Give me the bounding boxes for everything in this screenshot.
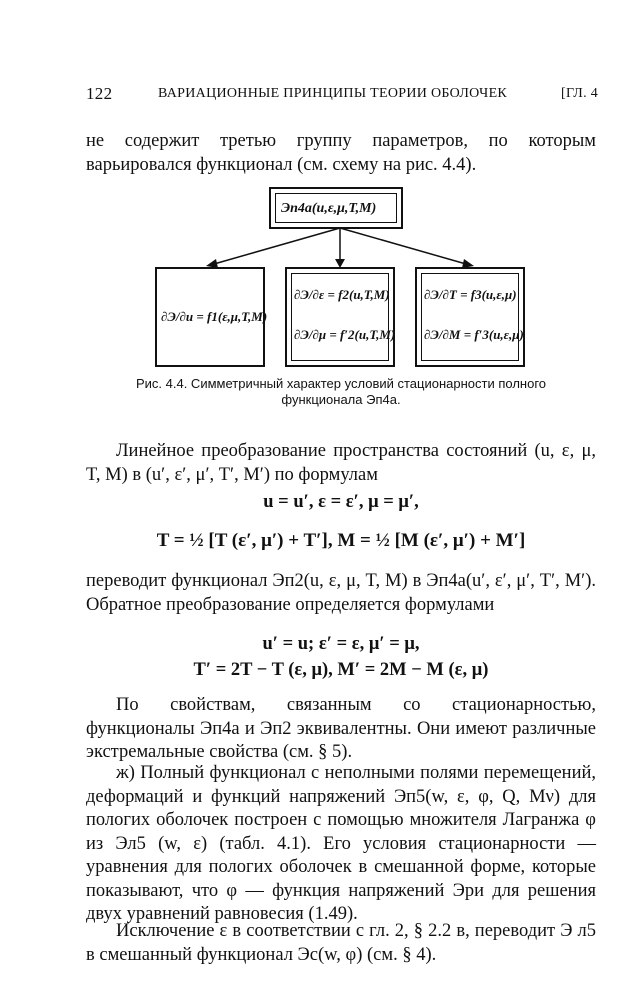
derivative-t-label: ∂Э/∂T = f3(u,ε,μ) bbox=[424, 287, 517, 302]
caption-line-2: функционала Эп4а. bbox=[281, 392, 401, 407]
caption-line-1: Рис. 4.4. Симметричный характер условий стационарности полного bbox=[135, 376, 547, 391]
derivative-m-label: ∂Э/∂M = f′3(u,ε,μ) bbox=[424, 327, 524, 342]
diagram-left-box bbox=[155, 267, 268, 367]
paragraph-transform: Линейное преобразование пространства состояний (u, ε, μ, T, M) в (u′, ε′, μ′, T′, M′) по формулам bbox=[86, 441, 596, 485]
running-title: ВАРИАЦИОННЫЕ ПРИНЦИПЫ ТЕОРИИ ОБОЛОЧЕК bbox=[158, 86, 508, 101]
equation-t-m: T = ½ [T (ε′, μ′) + T′], M = ½ [M (ε′, μ′) + M′] bbox=[156, 530, 526, 551]
derivative-u-label: ∂Э/∂u = f1(ε,μ,T,M) bbox=[161, 309, 268, 324]
equation-inverse-identity: u′ = u; ε′ = ε, μ′ = μ, bbox=[262, 634, 420, 654]
functional-label: Эп4а(u,ε,μ,T,M) bbox=[281, 201, 377, 216]
paragraph-translates: переводит функционал Эп2(u, ε, μ, T, M) в Эп4а(u′, ε′, μ′, T′, M′). Обратное преобразование определяется формулами bbox=[86, 571, 596, 615]
derivative-mu-label: ∂Э/∂μ = f′2(u,T,M) bbox=[294, 327, 396, 342]
diagram-top-box bbox=[269, 187, 403, 229]
equation-identity: u = u′, ε = ε′, μ = μ′, bbox=[263, 492, 419, 512]
paragraph-intro: не содержит третью группу параметров, по которым варьировался функционал (см. схему на рис. 4.4). bbox=[86, 131, 596, 175]
chapter-label: [ГЛ. 4 bbox=[561, 86, 598, 101]
diagram-right-box bbox=[415, 267, 525, 367]
figure-caption bbox=[86, 376, 596, 408]
derivative-eps-label: ∂Э/∂ε = f2(u,T,M) bbox=[294, 287, 390, 302]
paragraph-full-functional: ж) Полный функционал с неполными полями перемещений, деформаций и функций напряжений Эп5(w, ε, φ, Q, Mν) для пологих оболочек построен с помощью множителя Лагранжа φ из Эл5 (w, ε) (табл. 4.1). Его условия стационарности — уравнения для пологих оболочек в смешанной форме, которые показывают, что φ — функция напряжений Эри для решения двух уравнений равновесия (1.49). bbox=[86, 763, 596, 924]
equation-inverse-t-m: T′ = 2T − T (ε, μ), M′ = 2M − M (ε, μ) bbox=[193, 660, 489, 680]
diagram-middle-box bbox=[285, 267, 395, 367]
paragraph-equivalence: По свойствам, связанным со стационарностью, функционалы Эп4а и Эп2 эквивалентны. Они имеют различные экстремальные свойства (см. § 5). bbox=[86, 695, 596, 762]
paragraph-elimination: Исключение ε в соответствии с гл. 2, § 2.2 в, переводит Э л5 в смешанный функционал Эс(w, φ) (см. § 4). bbox=[86, 921, 596, 965]
page-number: 122 bbox=[86, 84, 113, 103]
